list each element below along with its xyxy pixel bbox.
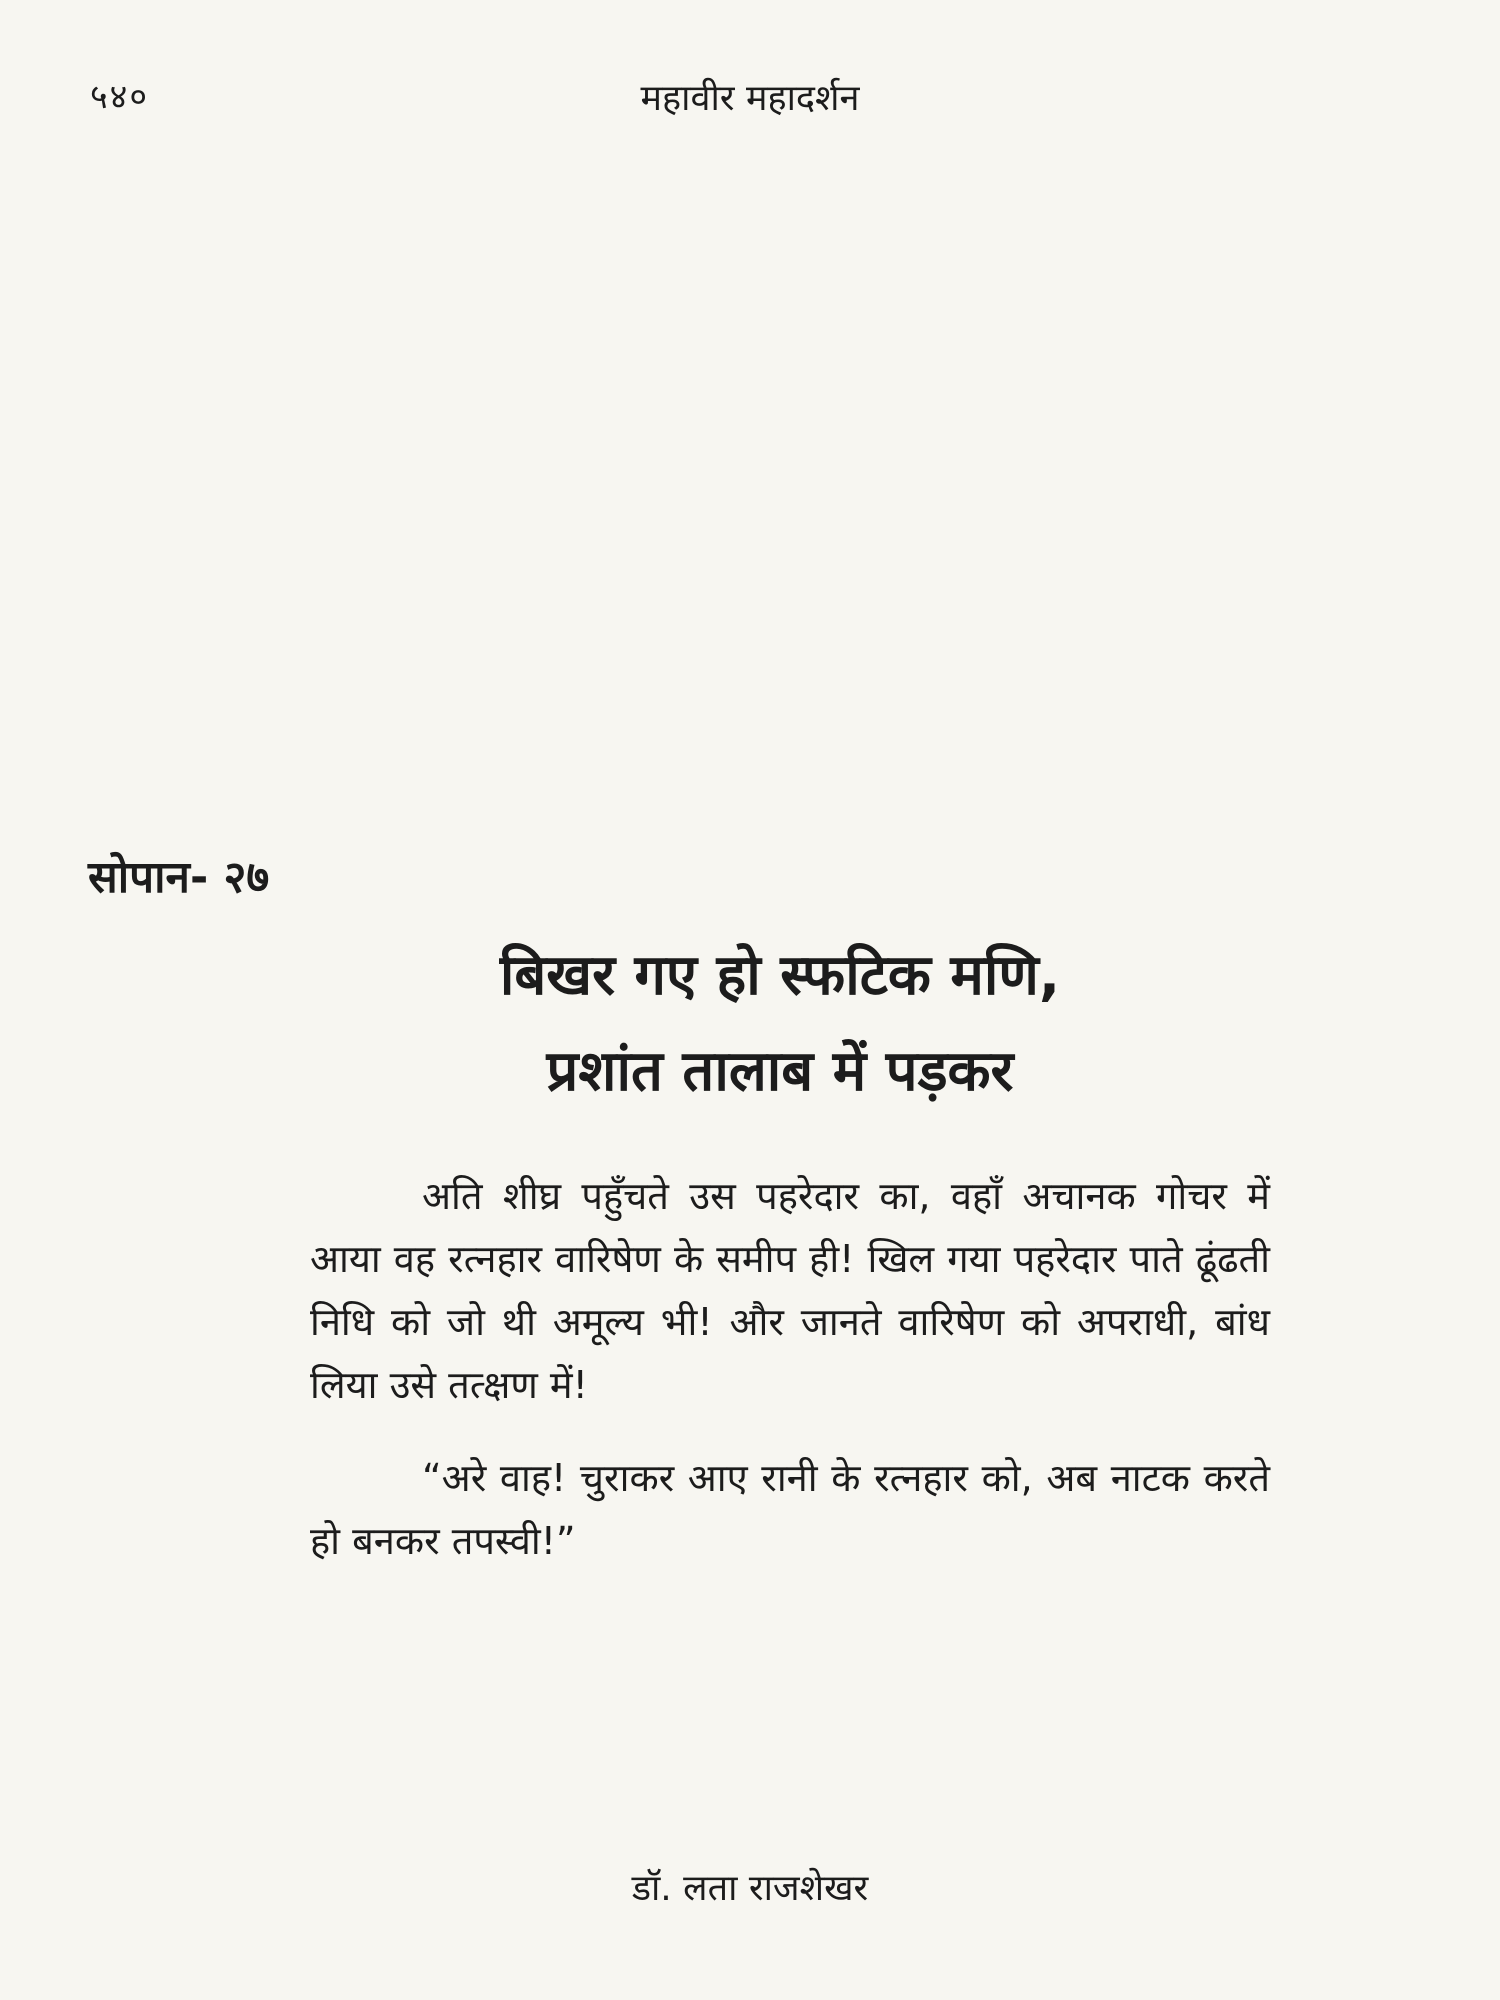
section-label: सोपान- २७ — [88, 852, 270, 903]
paragraph: अति शीघ्र पहुँचते उस पहरेदार का, वहाँ अचानक गोचर में आया वह रत्नहार वारिषेण के समीप ही! खिल गया पहरेदार पाते ढूंढती निधि को जो थी अमूल्य भी! और जानते वारिषेण को अपराधी, बांध लिया उसे तत्क्षण में! — [310, 1174, 1270, 1407]
running-title: महावीर महादर्शन — [640, 78, 860, 119]
body-text — [310, 1165, 1270, 1603]
chapter-title-line: बिखर गए हो स्फटिक मणि, — [499, 943, 1061, 1008]
author-name: डॉ. लता राजशेखर — [631, 1868, 869, 1909]
page-number: ५४० — [90, 77, 150, 117]
chapter-title — [0, 928, 1500, 1120]
paragraph: “अरे वाह! चुराकर आए रानी के रत्नहार को, अब नाटक करते हो बनकर तपस्वी!” — [310, 1456, 1270, 1563]
chapter-title-line: प्रशांत तालाब में पड़कर — [546, 1039, 1014, 1104]
